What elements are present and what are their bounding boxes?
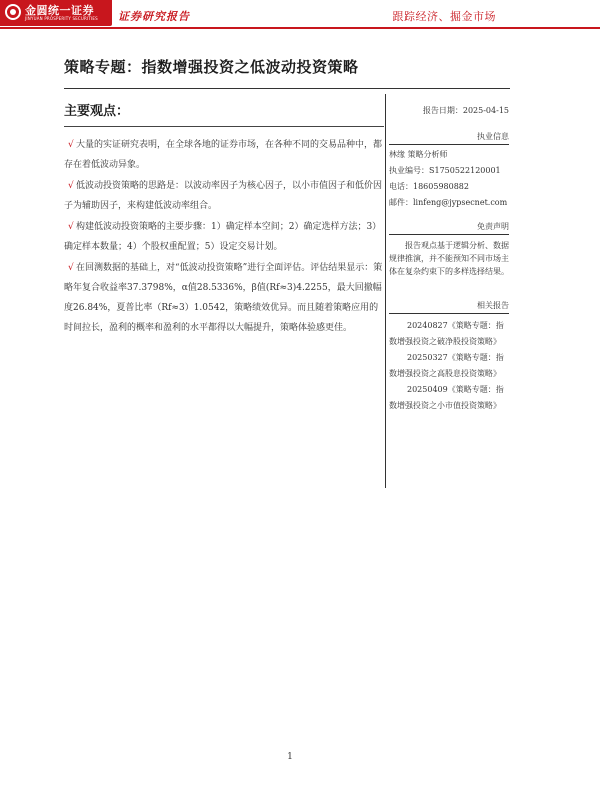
logo-emblem-icon — [5, 4, 21, 20]
check-icon: √ — [68, 222, 74, 232]
related-report-item[interactable]: 20250327《策略专题：指数增强投资之高股息投资策略》 — [389, 353, 504, 378]
report-type: 证券研究报告 — [118, 10, 190, 23]
analyst-license: 执业编号：S1750522120001 — [389, 166, 501, 175]
check-icon: √ — [68, 181, 74, 191]
key-points-list — [64, 135, 384, 338]
section-heading: 主要观点： — [64, 104, 130, 119]
company-logo — [0, 0, 112, 26]
analyst-phone: 电话：18605980882 — [389, 182, 469, 191]
related-report-item[interactable]: 20240827《策略专题：指数增强投资之破净股投资策略》 — [389, 321, 504, 346]
page-number: 1 — [287, 752, 293, 762]
related-reports-heading: 相关报告 — [389, 300, 509, 314]
analyst-name: 林缘 策略分析师 — [389, 150, 448, 159]
key-point-text: 在回测数据的基础上，对“低波动投资策略”进行全面评估。评估结果显示：策略年复合收益率37.3798%，α值28.5336%，β值(Rf≈3)4.2255，最大回撤幅度26.84%，夏普比率（Rf≈3）1.0542，策略绩效优异。而且随着策略应用的时间拉长，盈利的概率和盈利的水平都得以大幅提升，策略体验感更佳。 — [64, 263, 383, 333]
key-point — [64, 176, 384, 216]
header-slogan: 跟踪经济、掘金市场 — [392, 10, 496, 23]
related-reports-list — [389, 318, 509, 413]
section-divider — [64, 126, 384, 127]
key-point-text: 构建低波动投资策略的主要步骤：1）确定样本空间；2）确定选样方法；3）确定样本数量；4）个股权重配置；5）设定交易计划。 — [64, 222, 382, 252]
check-icon: √ — [68, 263, 74, 273]
logo-text: 金圆统一证券 — [25, 4, 94, 17]
report-date: 报告日期：2025-04-15 — [422, 106, 509, 115]
disclaimer-heading: 免责声明 — [389, 221, 509, 235]
key-point — [64, 217, 384, 257]
key-point — [64, 135, 384, 175]
report-title: 策略专题：指数增强投资之低波动投资策略 — [64, 58, 359, 76]
disclaimer-text: 报告观点基于逻辑分析、数据规律推演，并不能预知不同市场主体在复杂约束下的多样选择结果。 — [389, 241, 509, 276]
column-divider — [385, 94, 386, 488]
check-icon: √ — [68, 140, 74, 150]
key-point-text: 低波动投资策略的思路是：以波动率因子为核心因子，以小市值因子和低价因子为辅助因子，来构建低波动率组合。 — [64, 181, 383, 211]
logo-subtext: JINYUAN PROSPERITY SECURITIES — [25, 16, 98, 21]
header-divider — [0, 27, 600, 29]
page-header — [0, 0, 600, 30]
practice-info-heading: 执业信息 — [389, 131, 509, 145]
key-point-text: 大量的实证研究表明，在全球各地的证券市场，在各种不同的交易品种中，都存在着低波动异象。 — [64, 140, 383, 170]
analyst-email[interactable]: 邮件：linfeng@jypsecnet.com — [389, 198, 508, 207]
related-report-item[interactable]: 20250409《策略专题：指数增强投资之小市值投资策略》 — [389, 385, 504, 410]
sidebar — [389, 105, 509, 414]
main-points-section — [64, 104, 384, 339]
key-point — [64, 258, 384, 338]
title-divider — [64, 88, 510, 89]
